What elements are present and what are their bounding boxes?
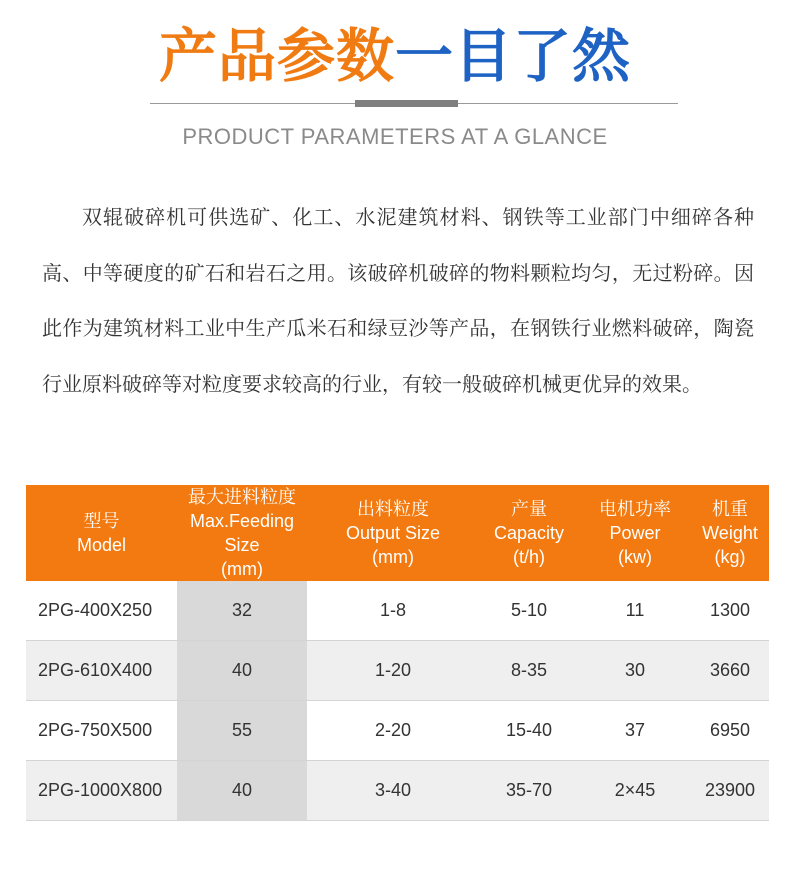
header-cn: 产量: [511, 499, 547, 519]
table-cell: 55: [177, 701, 307, 761]
table-cell: 1-20: [307, 641, 479, 701]
header-unit: (t/h): [512, 547, 545, 567]
title-part2: 一目了然: [395, 22, 632, 90]
page-title: [0, 18, 790, 94]
table-cell: 23900: [691, 761, 769, 821]
header-cn: 电机功率: [599, 499, 671, 519]
table-cell: 2PG-1000X800: [26, 761, 177, 821]
table-header-cell: [177, 485, 307, 581]
header-unit: (kg): [714, 547, 746, 567]
table-cell: 40: [177, 761, 307, 821]
title-part1: 产品参数: [158, 22, 395, 90]
table-cell: 35-70: [479, 761, 579, 821]
header-en: Capacity: [493, 523, 565, 543]
page-subtitle: PRODUCT PARAMETERS AT A GLANCE: [182, 124, 608, 149]
table-header-cell: [579, 485, 691, 581]
header-en: Weight: [702, 523, 758, 543]
table-cell: 2PG-610X400: [26, 641, 177, 701]
table-cell: 1-8: [307, 581, 479, 641]
table-cell: 3660: [691, 641, 769, 701]
header-unit: (mm): [221, 559, 263, 579]
table-header-cell: [307, 485, 479, 581]
table-cell: 2PG-400X250: [26, 581, 177, 641]
table-cell: 2×45: [579, 761, 691, 821]
title-divider-accent: [355, 100, 458, 107]
table-cell: 2PG-750X500: [26, 701, 177, 761]
table-header-row: [26, 485, 769, 581]
header-en: Power: [609, 523, 661, 543]
header-en: Max.Feeding Size: [189, 511, 295, 555]
table-cell: 2-20: [307, 701, 479, 761]
table-row: [26, 701, 769, 761]
table-cell: 40: [177, 641, 307, 701]
table-cell: 3-40: [307, 761, 479, 821]
table-cell: 15-40: [479, 701, 579, 761]
table-cell: 37: [579, 701, 691, 761]
parameters-table: [26, 485, 769, 821]
table-cell: 1300: [691, 581, 769, 641]
table-header-cell: [691, 485, 769, 581]
header-en: Model: [76, 535, 127, 555]
table-cell: 8-35: [479, 641, 579, 701]
header-cn: 机重: [712, 499, 748, 519]
table-row: [26, 641, 769, 701]
table-body: [26, 581, 769, 821]
header-unit: (kw): [618, 547, 652, 567]
table-cell: 30: [579, 641, 691, 701]
header-unit: (mm): [372, 547, 414, 567]
header-cn: 型号: [83, 511, 120, 531]
table-cell: 11: [579, 581, 691, 641]
intro-paragraph: 双辊破碎机可供选矿、化工、水泥建筑材料、钢铁等工业部门中细碎各种高、中等硬度的矿石和岩石之用。该破碎机破碎的物料颗粒均匀，无过粉碎。因此作为建筑材料工业中生产瓜米石和绿豆沙等产品，在钢铁行业燃料破碎，陶瓷行业原料破碎等对粒度要求较高的行业，有较一般破碎机械更优异的效果。: [42, 205, 754, 396]
header-cn: 最大进料粒度: [188, 487, 296, 507]
table-cell: 6950: [691, 701, 769, 761]
header-cn: 出料粒度: [357, 499, 429, 519]
table-cell: 5-10: [479, 581, 579, 641]
table-header-cell: [479, 485, 579, 581]
table-header-cell: [26, 485, 177, 581]
table-cell: 32: [177, 581, 307, 641]
table-row: [26, 581, 769, 641]
table-row: [26, 761, 769, 821]
header-en: Output Size: [345, 523, 441, 543]
